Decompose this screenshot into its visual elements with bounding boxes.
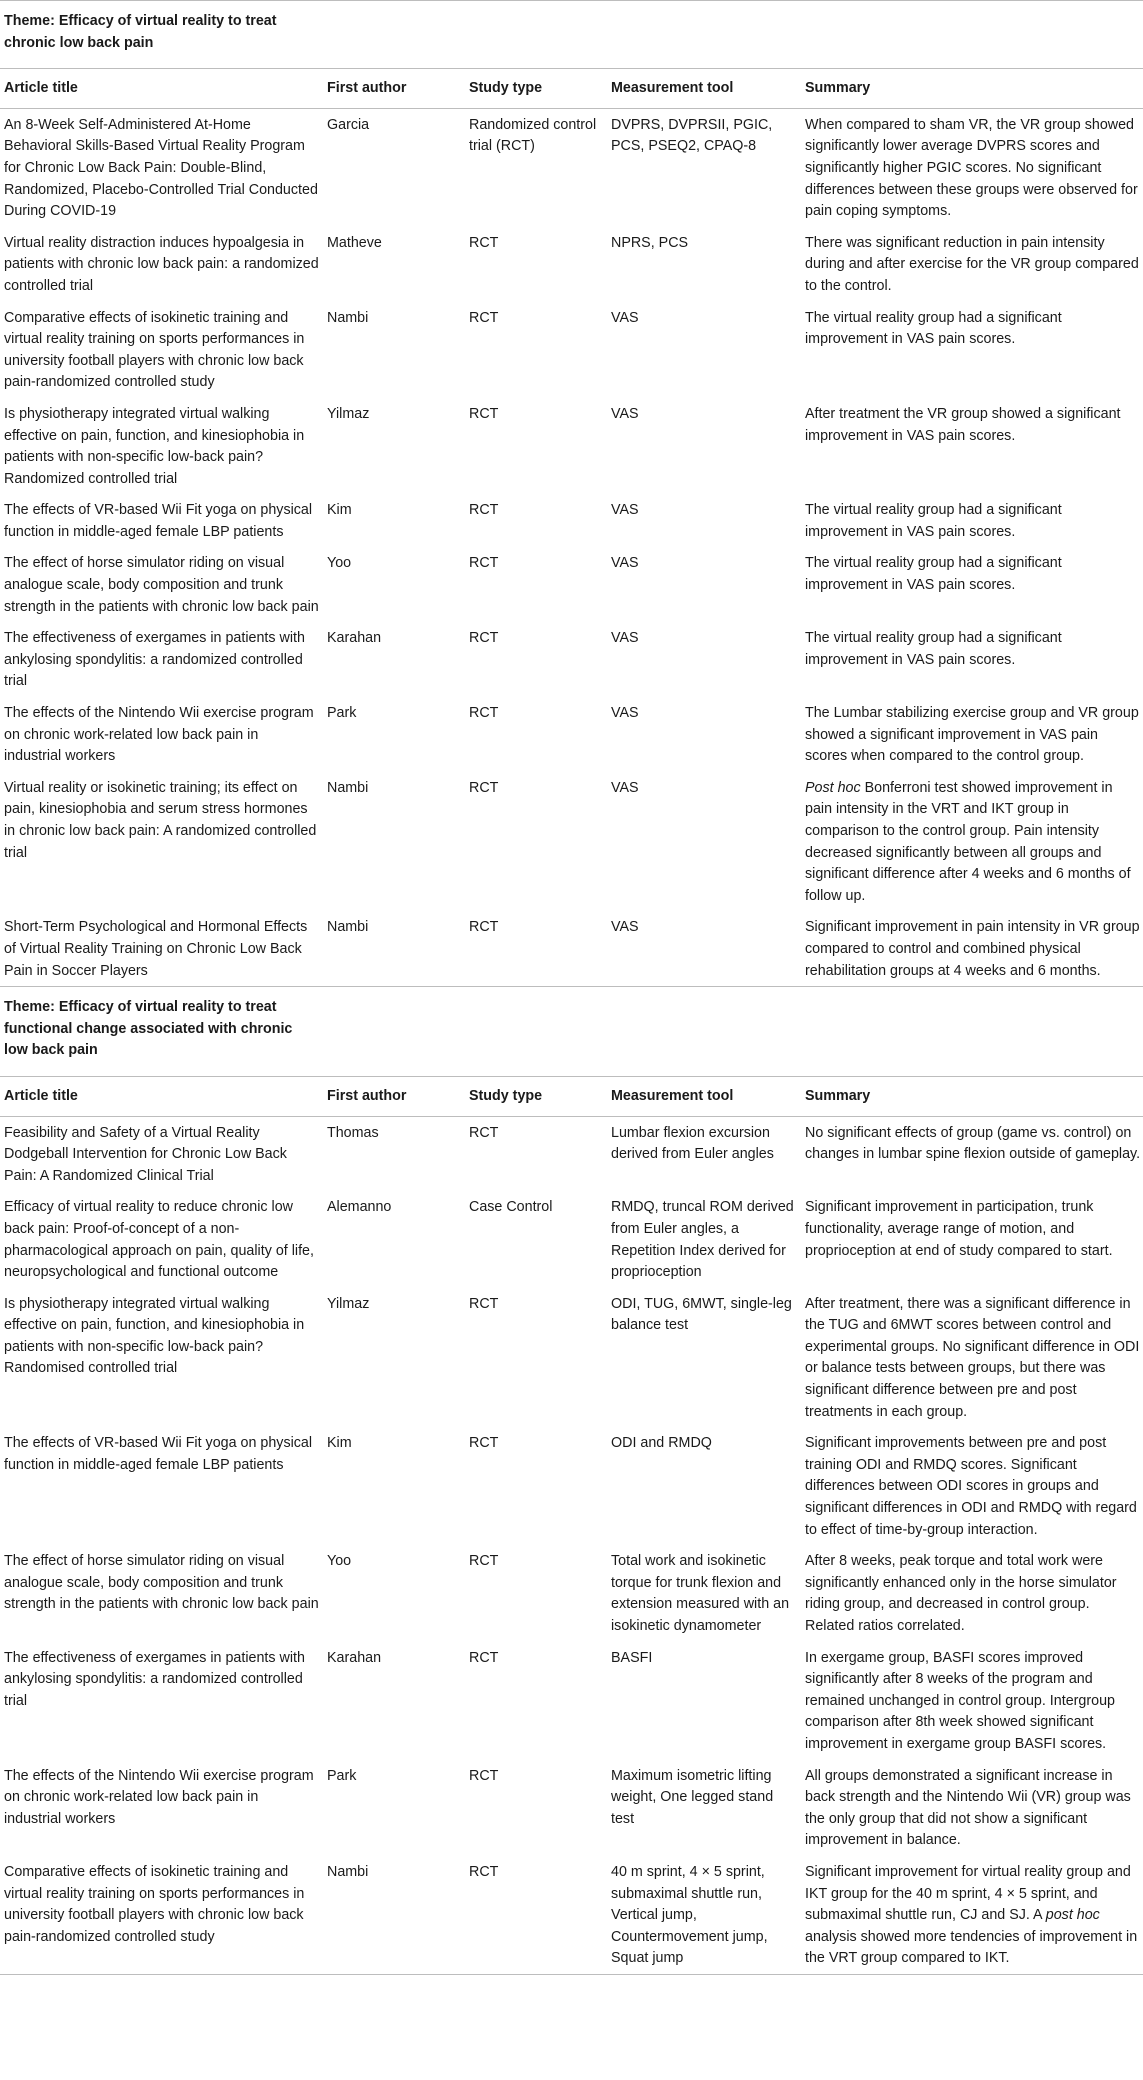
study-type-cell: RCT — [469, 1435, 499, 1452]
summary-cell — [801, 1856, 1143, 1974]
theme-heading — [0, 987, 1143, 1077]
study-type-cell: RCT — [469, 1767, 499, 1784]
measurement-tool-cell: Lumbar flexion excursion derived from Euler angles — [611, 1124, 774, 1163]
summary-text: When compared to sham VR, the VR group showed significantly lower average DVPRS scores and significantly higher PGIC scores. No significant differences between these groups were observed for pain coping symptoms. — [805, 116, 1138, 220]
header-study-type: Study type — [465, 1076, 607, 1116]
summary-text: Significant improvement in participation, trunk functionality, average range of motion, and proprioception at end of study compared to start. — [805, 1199, 1113, 1259]
study-type-cell: RCT — [469, 405, 499, 422]
summary-cell — [801, 1427, 1143, 1545]
summary-cell — [801, 1288, 1143, 1428]
summary-cell — [801, 1642, 1143, 1760]
first-author-cell: Nambi — [327, 309, 369, 326]
article-title-cell: Comparative effects of isokinetic training and virtual reality training on sports performances in university football players with chronic low back pain-randomized controlled study — [0, 1856, 323, 1974]
theme-text: Theme: Efficacy of virtual reality to treat functional change associated with chronic low back pain — [4, 999, 293, 1059]
measurement-tool-cell: BASFI — [611, 1649, 653, 1666]
measurement-tool-cell: Total work and isokinetic torque for trunk flexion and extension measured with an isokinetic dynamometer — [611, 1553, 790, 1634]
article-title-cell: The effectiveness of exergames in patients with ankylosing spondylitis: a randomized controlled trial — [4, 630, 305, 690]
summary-text: The Lumbar stabilizing exercise group and VR group showed a significant improvement in VAS pain scores when compared to the control group. — [805, 705, 1139, 765]
summary-text: The virtual reality group had a significant improvement in VAS pain scores. — [805, 555, 1062, 594]
theme-row — [0, 1, 1143, 69]
study-type-cell: Randomized control trial (RCT) — [469, 116, 597, 155]
summary-italic-text: Post hoc — [805, 779, 861, 796]
study-type-cell: Case Control — [469, 1199, 553, 1216]
measurement-tool-cell: 40 m sprint, 4 × 5 sprint, submaximal shuttle run, Vertical jump, Countermovement jump, Squat jump — [607, 1856, 801, 1974]
summary-text: After treatment, there was a significant difference in the TUG and 6MWT scores between control and experimental groups. No significant difference in ODI or balance tests between groups, but there was significant difference between pre and post treatments in each group. — [805, 1295, 1140, 1420]
first-author-cell: Nambi — [323, 1856, 465, 1974]
header-first-author: First author — [323, 69, 465, 109]
article-title-cell: The effectiveness of exergames in patients with ankylosing spondylitis: a randomized controlled trial — [4, 1649, 305, 1709]
summary-cell — [801, 227, 1143, 302]
summary-text: In exergame group, BASFI scores improved significantly after 8 weeks of the program and remained unchanged in control group. Intergroup comparison after 8th week showed significant improvement in exergame group BASFI scores. — [805, 1649, 1115, 1752]
summary-cell — [801, 911, 1143, 986]
summary-text: Significant improvement in pain intensity in VR group compared to control and combined physical rehabilitation groups at 4 weeks and 6 months. — [805, 919, 1140, 979]
article-title-cell: Is physiotherapy integrated virtual walking effective on pain, function, and kinesiophobia in patients with non-specific low-back pain? Randomised controlled trial — [4, 1295, 305, 1377]
article-title-cell: Comparative effects of isokinetic training and virtual reality training on sports performances in university football players with chronic low back pain-randomized controlled study — [4, 309, 305, 391]
table-row — [0, 1545, 1143, 1641]
table-row — [0, 1642, 1143, 1760]
summary-text: analysis showed more tendencies of improvement in the VRT group compared to IKT. — [805, 1928, 1138, 1967]
first-author-cell: Park — [327, 705, 357, 722]
summary-text-pre: Significant improvement for virtual reality group and IKT group for the 40 m sprint, 4 × 5 sprint, and submaximal shuttle run, CJ and SJ. A — [805, 1863, 1131, 1924]
summary-cell — [801, 622, 1143, 697]
first-author-cell: Nambi — [323, 911, 465, 986]
first-author-cell: Kim — [327, 502, 352, 519]
summary-cell — [801, 1116, 1143, 1191]
summary-text: The virtual reality group had a significant improvement in VAS pain scores. — [805, 630, 1062, 668]
summary-text: The virtual reality group had a significant improvement in VAS pain scores. — [805, 502, 1062, 540]
article-title-cell: Virtual reality distraction induces hypoalgesia in patients with chronic low back pain: a randomized controlled trial — [4, 234, 319, 294]
table-row — [0, 911, 1143, 986]
table-row — [0, 547, 1143, 622]
measurement-tool-cell: ODI, TUG, 6MWT, single-leg balance test — [611, 1295, 792, 1334]
table-row — [0, 697, 1143, 772]
table-row — [0, 1760, 1143, 1856]
measurement-tool-cell: Maximum isometric lifting weight, One legged stand test — [611, 1767, 774, 1827]
table-row — [0, 302, 1143, 398]
summary-text: The virtual reality group had a significant improvement in VAS pain scores. — [805, 309, 1062, 348]
article-title-cell: The effect of horse simulator riding on visual analogue scale, body composition and trunk strength in the patients with chronic low back pain — [4, 1553, 319, 1613]
study-type-cell: RCT — [469, 502, 499, 519]
study-type-cell: RCT — [469, 555, 499, 572]
header-article-title: Article title — [0, 69, 323, 109]
first-author-cell: Kim — [327, 1435, 352, 1452]
table-row — [0, 1191, 1143, 1287]
first-author-cell: Karahan — [327, 1649, 382, 1666]
study-type-cell: RCT — [465, 1856, 607, 1974]
first-author-cell: Thomas — [327, 1124, 379, 1141]
header-measurement-tool: Measurement tool — [607, 69, 801, 109]
study-type-cell: RCT — [469, 1295, 499, 1312]
measurement-tool-cell: VAS — [607, 911, 801, 986]
measurement-tool-cell: VAS — [611, 555, 639, 572]
first-author-cell: Matheve — [327, 234, 382, 251]
summary-text: Significant improvements between pre and post training ODI and RMDQ scores. Significant differences between ODI scores in groups and significant differences in ODI and RMDQ with regard to effect of time-by-group interaction. — [805, 1435, 1137, 1538]
summary-text: After treatment the VR group showed a significant improvement in VAS pain scores. — [805, 405, 1121, 444]
article-title-cell: The effects of VR-based Wii Fit yoga on physical function in middle-aged female LBP patients — [4, 502, 313, 540]
summary-cell — [801, 302, 1143, 398]
article-title-cell: Virtual reality or isokinetic training; its effect on pain, kinesiophobia and serum stress hormones in chronic low back pain: A randomized controlled trial — [4, 779, 317, 861]
article-title-cell: The effects of the Nintendo Wii exercise program on chronic work-related low back pain in industrial workers — [4, 705, 314, 765]
study-type-cell: RCT — [469, 1124, 499, 1141]
table-row — [0, 494, 1143, 547]
theme-row — [0, 987, 1143, 1077]
summary-text: After 8 weeks, peak torque and total work were significantly enhanced only in the horse simulator riding group, and decreased in control group. Related ratios correlated. — [805, 1553, 1117, 1634]
summary-text: There was significant reduction in pain intensity during and after exercise for the VR group compared to the control. — [805, 234, 1139, 294]
first-author-cell: Alemanno — [327, 1199, 392, 1216]
study-type-cell: RCT — [469, 779, 499, 796]
table-row — [0, 622, 1143, 697]
measurement-tool-cell: ODI and RMDQ — [611, 1435, 712, 1452]
summary-cell — [801, 1760, 1143, 1856]
measurement-tool-cell: VAS — [611, 309, 639, 326]
table-row — [0, 1856, 1143, 1974]
measurement-tool-cell: RMDQ, truncal ROM derived from Euler angles, a Repetition Index derived for proprioception — [611, 1199, 794, 1281]
summary-cell — [801, 547, 1143, 622]
summary-text: All groups demonstrated a significant increase in back strength and the Nintendo Wii (VR) group was the only group that did not show a significant improvement in balance. — [805, 1767, 1131, 1849]
header-summary: Summary — [801, 69, 1143, 109]
summary-cell — [801, 398, 1143, 494]
header-first-author: First author — [323, 1076, 465, 1116]
study-type-cell: RCT — [469, 630, 499, 647]
summary-cell — [801, 697, 1143, 772]
summary-italic-text: post hoc — [1045, 1907, 1100, 1924]
measurement-tool-cell: VAS — [611, 405, 639, 422]
theme-heading — [0, 1, 1143, 69]
summary-cell — [801, 494, 1143, 547]
measurement-tool-cell: NPRS, PCS — [611, 234, 689, 251]
article-title-cell: The effects of the Nintendo Wii exercise program on chronic work-related low back pain in industrial workers — [4, 1767, 314, 1827]
first-author-cell: Nambi — [327, 779, 369, 796]
first-author-cell: Park — [327, 1767, 357, 1784]
summary-cell — [801, 108, 1143, 226]
measurement-tool-cell: VAS — [611, 630, 639, 647]
first-author-cell: Yilmaz — [327, 405, 370, 422]
article-title-cell: Is physiotherapy integrated virtual walking effective on pain, function, and kinesiophobia in patients with non-specific low-back pain? Randomized controlled trial — [4, 405, 305, 487]
table-header-row — [0, 69, 1143, 109]
table-row — [0, 108, 1143, 226]
table-row — [0, 1427, 1143, 1545]
study-type-cell: RCT — [469, 1553, 499, 1570]
measurement-tool-cell: VAS — [611, 705, 639, 722]
table-row — [0, 398, 1143, 494]
study-type-cell: RCT — [469, 1649, 499, 1666]
first-author-cell: Yoo — [327, 555, 352, 572]
table-row — [0, 1288, 1143, 1428]
study-type-cell: RCT — [469, 705, 499, 722]
study-type-cell: RCT — [465, 911, 607, 986]
article-title-cell: An 8-Week Self-Administered At-Home Behavioral Skills-Based Virtual Reality Program for Chronic Low Back Pain: Double-Blind, Randomized, Placebo-Controlled Trial Conducted During COVID-19 — [4, 116, 318, 220]
first-author-cell: Garcia — [327, 116, 370, 133]
article-title-cell: The effect of horse simulator riding on visual analogue scale, body composition and trunk strength in the patients with chronic low back pain — [4, 555, 319, 615]
header-study-type: Study type — [465, 69, 607, 109]
measurement-tool-cell: DVPRS, DVPRSII, PGIC, PCS, PSEQ2, CPAQ-8 — [611, 116, 773, 155]
summary-cell — [801, 1545, 1143, 1641]
summary-text: No significant effects of group (game vs. control) on changes in lumbar spine flexion outside of gameplay. — [805, 1124, 1141, 1163]
summary-cell — [801, 1191, 1143, 1287]
table-row — [0, 1116, 1143, 1191]
first-author-cell: Yilmaz — [327, 1295, 370, 1312]
table-row — [0, 772, 1143, 912]
header-article-title: Article title — [0, 1076, 323, 1116]
header-measurement-tool: Measurement tool — [607, 1076, 801, 1116]
summary-text: Bonferroni test showed improvement in pain intensity in the VRT and IKT group in comparison to the control group. Pain intensity decreased significantly between all groups and significant difference after 4 weeks and 6 months of follow up. — [805, 779, 1131, 904]
study-type-cell: RCT — [469, 309, 499, 326]
table-row — [0, 227, 1143, 302]
study-type-cell: RCT — [469, 234, 499, 251]
measurement-tool-cell: VAS — [611, 779, 639, 796]
article-title-cell: Feasibility and Safety of a Virtual Reality Dodgeball Intervention for Chronic Low Back Pain: A Randomized Clinical Trial — [4, 1124, 287, 1184]
first-author-cell: Karahan — [327, 630, 382, 647]
measurement-tool-cell: VAS — [611, 502, 639, 519]
summary-cell — [801, 772, 1143, 912]
article-title-cell: Short-Term Psychological and Hormonal Effects of Virtual Reality Training on Chronic Low Back Pain in Soccer Players — [0, 911, 323, 986]
theme-text: Theme: Efficacy of virtual reality to treat chronic low back pain — [4, 13, 277, 51]
header-summary: Summary — [801, 1076, 1143, 1116]
article-title-cell: The effects of VR-based Wii Fit yoga on physical function in middle-aged female LBP patients — [4, 1435, 313, 1473]
table-header-row — [0, 1076, 1143, 1116]
article-title-cell: Efficacy of virtual reality to reduce chronic low back pain: Proof-of-concept of a non-pharmacological approach on pain, quality of life, neuropsychological and functional outcome — [4, 1199, 314, 1281]
first-author-cell: Yoo — [327, 1553, 352, 1570]
